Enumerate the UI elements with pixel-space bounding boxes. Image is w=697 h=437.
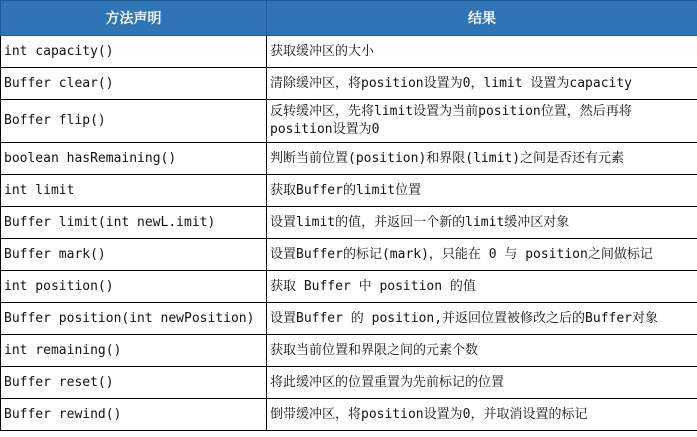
result-cell: 反转缓冲区，先将limit设置为当前position位置，然后再将position设置为0 xyxy=(267,100,697,143)
table-row xyxy=(1,68,697,100)
result-cell: 设置limit的值，并返回一个新的limit缓冲区对象 xyxy=(267,207,697,239)
method-cell: Buffer rewind() xyxy=(1,399,267,431)
method-cell: int capacity() xyxy=(1,36,267,68)
table-row xyxy=(1,36,697,68)
table-row xyxy=(1,367,697,399)
method-cell: Buffer limit(int newL.imit) xyxy=(1,207,267,239)
result-cell: 获取Buffer的limit位置 xyxy=(267,175,697,207)
result-cell: 获取当前位置和界限之间的元素个数 xyxy=(267,335,697,367)
result-cell: 清除缓冲区，将position设置为0，limit 设置为capacity xyxy=(267,68,697,100)
header-method-declaration: 方法声明 xyxy=(1,1,267,36)
table-row xyxy=(1,399,697,431)
table-row xyxy=(1,335,697,367)
table-row xyxy=(1,271,697,303)
header-result: 结果 xyxy=(267,1,697,36)
method-cell: int position() xyxy=(1,271,267,303)
table-row xyxy=(1,207,697,239)
result-cell: 判断当前位置(position)和界限(limit)之间是否还有元素 xyxy=(267,143,697,175)
method-cell: Buffer position(int newPosition) xyxy=(1,303,267,335)
table-header-row xyxy=(1,1,697,36)
table-row xyxy=(1,175,697,207)
result-cell: 获取缓冲区的大小 xyxy=(267,36,697,68)
table-row xyxy=(1,143,697,175)
method-cell: int remaining() xyxy=(1,335,267,367)
method-cell: Buffer mark() xyxy=(1,239,267,271)
result-cell: 获取 Buffer 中 position 的值 xyxy=(267,271,697,303)
table-row xyxy=(1,303,697,335)
result-cell: 倒带缓冲区，将position设置为0，并取消设置的标记 xyxy=(267,399,697,431)
result-cell: 设置Buffer的标记(mark)，只能在 0 与 position之间做标记 xyxy=(267,239,697,271)
method-cell: Buffer clear() xyxy=(1,68,267,100)
method-cell: Boffer flip() xyxy=(1,100,267,143)
result-cell: 设置Buffer 的 position,并返回位置被修改之后的Buffer对象 xyxy=(267,303,697,335)
table-row xyxy=(1,100,697,143)
method-cell: boolean hasRemaining() xyxy=(1,143,267,175)
method-cell: int limit xyxy=(1,175,267,207)
method-cell: Buffer reset() xyxy=(1,367,267,399)
table-row xyxy=(1,239,697,271)
result-cell: 将此缓冲区的位置重置为先前标记的位置 xyxy=(267,367,697,399)
